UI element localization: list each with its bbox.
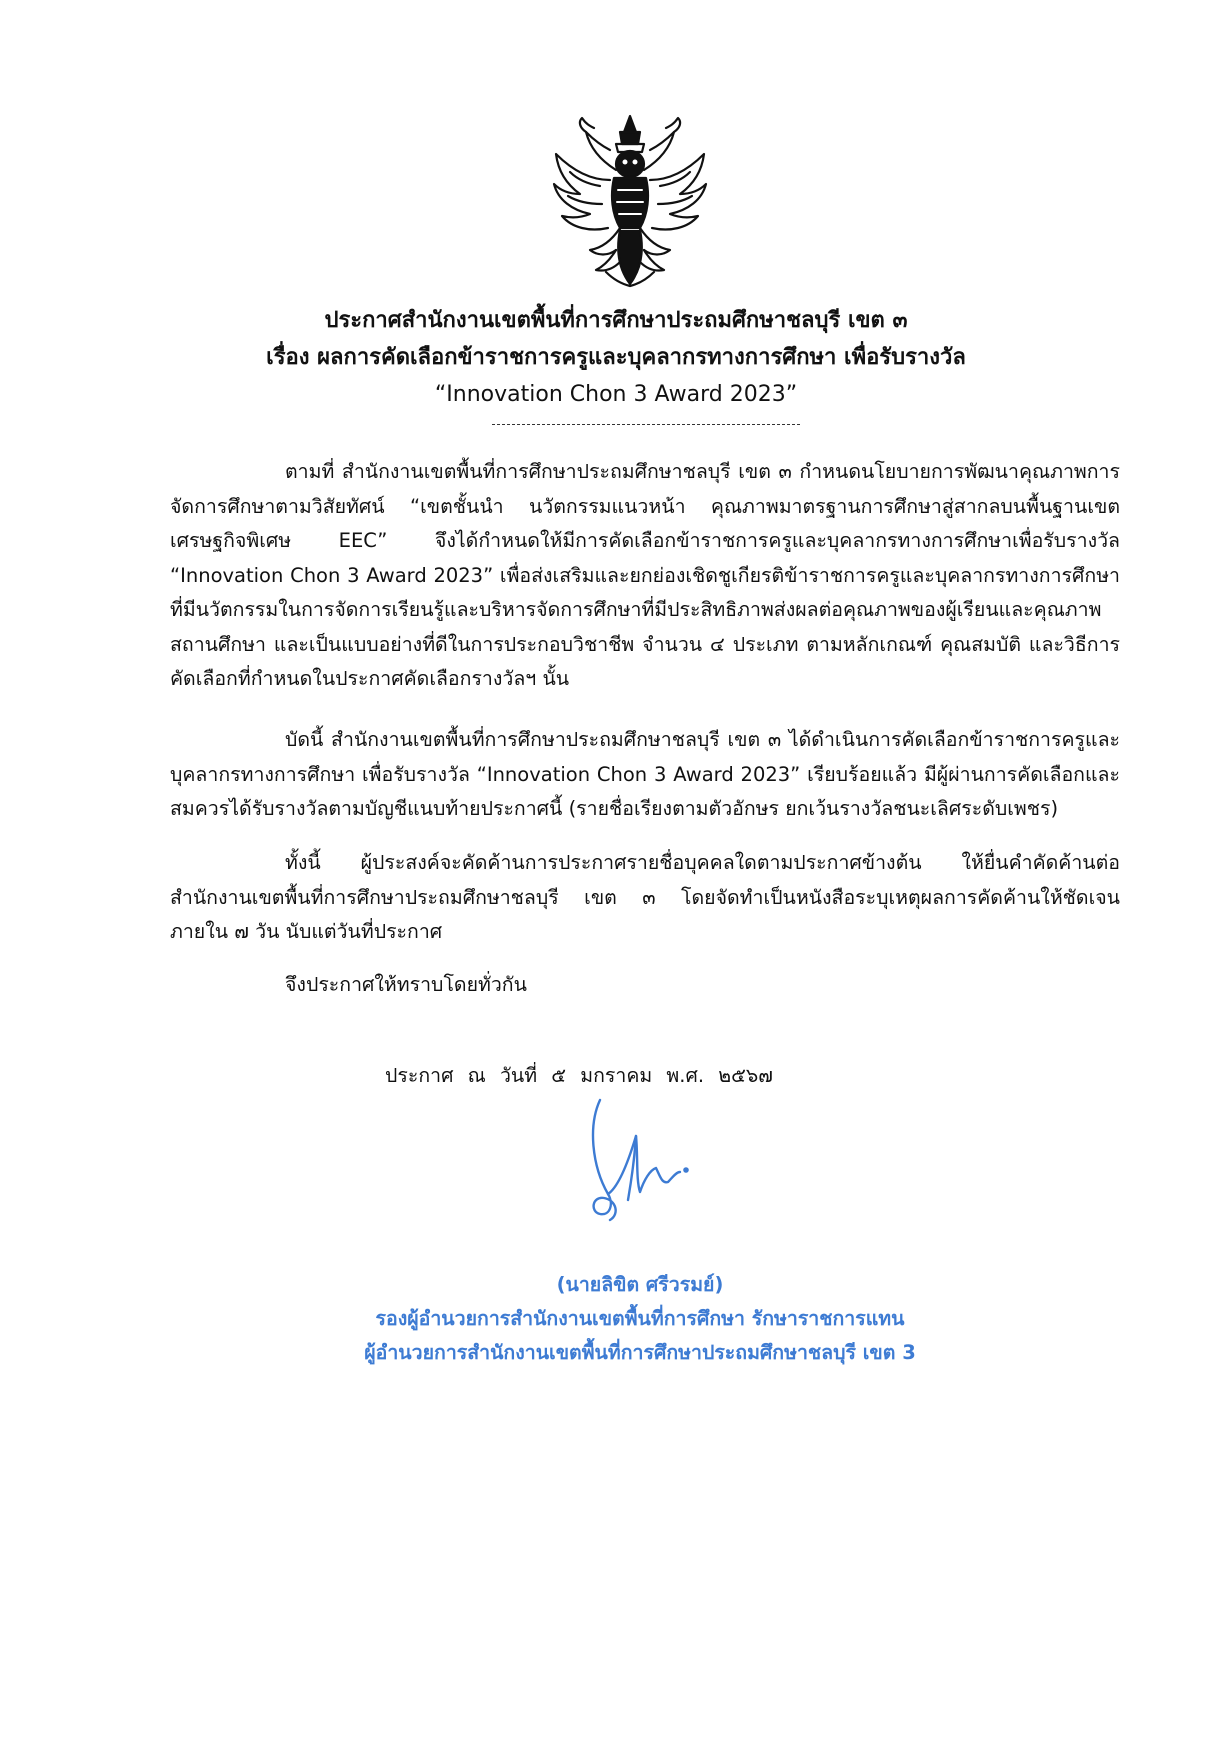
body-paragraph-3: ทั้งนี้ ผู้ประสงค์จะคัดค้านการประกาศรายชื่อบุคคลใดตามประกาศข้างต้น ให้ยื่นคำคัดค้านต่อสำนักงานเขตพื้นที่การศึกษาประถมศึกษาชลบุรี เขต ๓ โดยจัดทำเป็นหนังสือระบุเหตุผลการคัดค้านให้ชัดเจน ภายใน ๗ วัน นับแต่วันที่ประกาศ [170, 851, 1120, 943]
body-paragraph-4: จึงประกาศให้ทราบโดยทั่วกัน [285, 973, 527, 996]
handwritten-signature-icon [580, 1096, 700, 1226]
signatory-name: (นายลิขิต ศรีวรมย์) [556, 1273, 724, 1296]
title-divider [492, 424, 800, 425]
body-paragraph-2: บัดนี้ สำนักงานเขตพื้นที่การศึกษาประถมศึกษาชลบุรี เขต ๓ ได้ดำเนินการคัดเลือกข้าราชการครูและบุคลากรทางการศึกษา เพื่อรับรางวัล “Innovation Chon 3 Award 2023” เรียบร้อยแล้ว มีผู้ผ่านการคัดเลือกและสมควรได้รับรางวัลตามบัญชีแนบท้ายประกาศนี้ (รายชื่อเรียงตามตัวอักษร ยกเว้นรางวัลชนะเลิศระดับเพชร) [170, 728, 1120, 820]
announcement-subject: เรื่อง ผลการคัดเลือกข้าราชการครูและบุคลากรทางการศึกษา เพื่อรับรางวัล [266, 345, 966, 370]
award-name: “Innovation Chon 3 Award 2023” [434, 382, 798, 407]
announcement-title: ประกาศสำนักงานเขตพื้นที่การศึกษาประถมศึกษาชลบุรี เขต ๓ [324, 308, 908, 333]
signatory-position-line-2: ผู้อำนวยการสำนักงานเขตพื้นที่การศึกษาประถมศึกษาชลบุรี เขต 3 [364, 1341, 916, 1364]
body-paragraph-1: ตามที่ สำนักงานเขตพื้นที่การศึกษาประถมศึกษาชลบุรี เขต ๓ กำหนดนโยบายการพัฒนาคุณภาพการจัดการศึกษาตามวิสัยทัศน์ “เขตชั้นนำ นวัตกรรมแนวหน้า คุณภาพมาตรฐานการศึกษาสู่สากลบนพื้นฐานเขตเศรษฐกิจพิเศษ EEC” จึงได้กำหนดให้มีการคัดเลือกข้าราชการครูและบุคลากรทางการศึกษาเพื่อรับรางวัล “Innovation Chon 3 Award 2023” เพื่อส่งเสริมและยกย่องเชิดชูเกียรติข้าราชการครูและบุคลากรทางการศึกษา ที่มีนวัตกรรมในการจัดการเรียนรู้และบริหารจัดการศึกษาที่มีประสิทธิภาพส่งผลต่อคุณภาพของผู้เรียนและคุณภาพสถานศึกษา และเป็นแบบอย่างที่ดีในการประกอบวิชาชีพ จำนวน ๔ ประเภท ตามหลักเกณฑ์ คุณสมบัติ และวิธีการคัดเลือกที่กำหนดในประกาศคัดเลือกรางวัลฯ นั้น [170, 460, 1120, 690]
signatory-position-line-1: รองผู้อำนวยการสำนักงานเขตพื้นที่การศึกษา รักษาราชการแทน [375, 1307, 905, 1330]
garuda-emblem-icon [550, 110, 710, 290]
announcement-date: ประกาศ ณ วันที่ ๕ มกราคม พ.ศ. ๒๕๖๗ [385, 1064, 773, 1087]
